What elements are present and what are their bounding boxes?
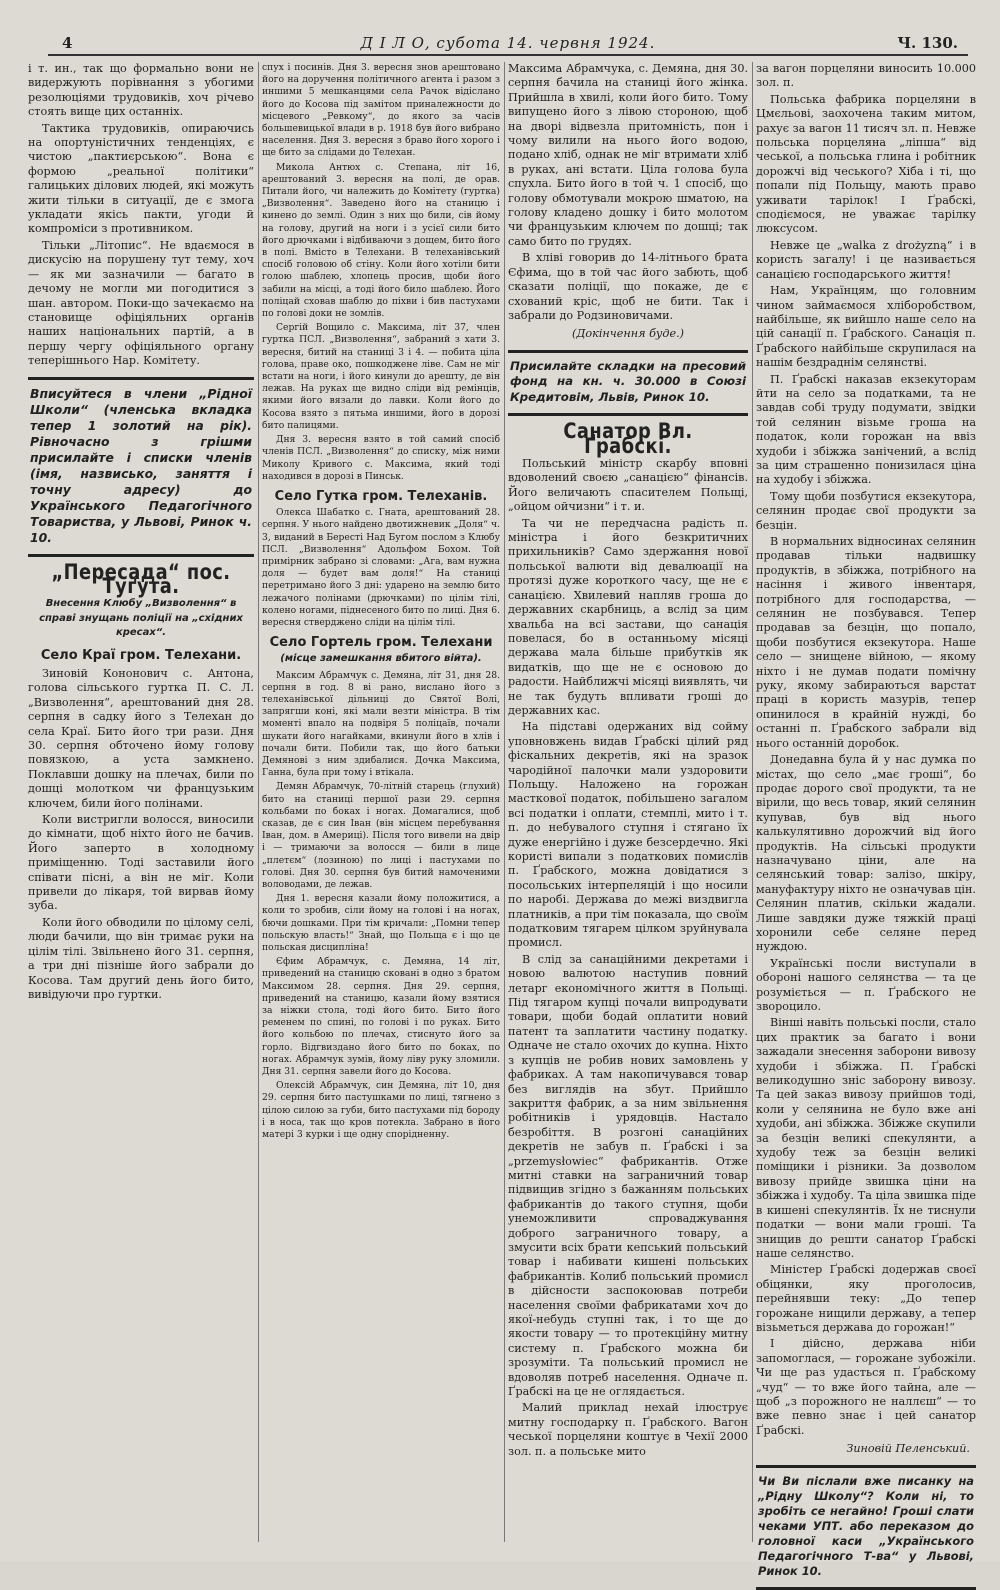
press-fund-ad xyxy=(508,350,748,417)
easter-egg-ad xyxy=(756,1465,976,1590)
paragraph: В хліві говорив до 14-літнього брата Єфима, що в той час його забють, щоб сказати поліції, що покаже, де є схований кріс, щоб не бити. Так і забрали до Родзиновичами. xyxy=(508,251,748,322)
paragraph: Дня 1. вересня казали йому положитися, а коли то зробив, сіли йому на голові і на ногах, бючи дошками. При тім кричали: „Помни тепер польскую власть!“ Знай, що Польща є і що це польская дисципліна! xyxy=(262,893,500,954)
paragraph: Та чи не передчасна радість п. міністра і його безкритичних прихильників? Само здержання нової польської валюти від девалюації на протязі дуже короткого часу, ще не є санацією. Хвилевий напляв гроша до державних скарбниць, а вслід за цим хвальба на всі застави, що санація повелася, бо в останньому місяці держава мала більше прибутків як видатків, що ще не є основою до радости. Найближчі місяці виявлять, чи не так будуть впливати гроші до державних кас. xyxy=(508,516,748,717)
paragraph: Вінші навіть польські посли, стало цих практик за багато і вони зажадали знесення заборони вивозу худоби і збіжжа. П. Ґрабскі великодушно зніс заборону вивозу. Та цей заказ вивозу прийшов тоді, коли у селянина не було вже ані худоби, ані збіжжа. Збіжже скупили за безцін великі спекулянти, а худобу теж за безцін великі поміщики і різники. За дозволом вивозу прийде звишка ціни на збіжжа і худобу. Та ціла звишка піде в кишені спекулянтів. Їх не тиснули податки — вони мали гроші. Та знищив до решти санатор Ґрабскі наше селянство. xyxy=(756,1016,976,1260)
paragraph: спух і посинів. Дня 3. вересня знов арештовано його на доручення політичного агента і разом з иншими 5 мешканцями села Рачок відіслано його до Косова під замітом приналежности до місцевого „Ревкому“, до якого за часів большевицької влади в р. 1918 був його вибрано населення. Дня 3. вересня з браво його хорого і ще бито за слідами до Телехан. xyxy=(262,62,500,159)
column-rule xyxy=(258,62,259,1542)
author-signature: Зиновій Пеленський. xyxy=(846,1442,970,1456)
paragraph: Зиновій Кононович с. Антона, голова сільського гуртка П. С. Л. „Визволення“, арештований дня 28. серпня в садку його з Телехан до села Краї. Бито його три рази. Дня 30. серпня обточено йому голову повязкою, а уста замкнено. Поклавши дошку на плечах, били по дошці молотком чи французьким ключем, били його полінами. xyxy=(28,666,254,810)
section-title-gortel: Село Гортель гром. Телехани xyxy=(269,635,493,651)
column-1 xyxy=(28,62,254,1542)
paragraph: Максима Абрамчука, с. Демяна, дня 30. серпня бачила на станиці його жінка. Прийшла в хвилі, коли його бито. Тому випущено його з лівою стороною, щоб на дворі відвезла притомність, пон і чому вилили на нього його водою, подано хліб, однак не міг втримати хліб в руках, ані встати. Ціла голова була спухла. Бито його в той ч. 1 спосіб, що голову обмотували мокрою шматою, на голову кладено дошку і бито молотом чи французьким ключем по дошці; так само бито по грудях. xyxy=(508,62,748,248)
column-2 xyxy=(262,62,500,1542)
ad-text: Чи Ви післали вже писанку на „Рідну Школу“? Коли ні, то зробіть се негайно! Гроші слати чеками УПТ. або переказом до головної каси „Українського Педагогічного Т-ва“ у Львові, Ринок 10. xyxy=(758,1473,974,1578)
paragraph: Донедавна була й у нас думка по містах, що село „має гроші“, бо продає дорого свої продукти, та не вірили, що весь товар, який селянин купував, був від нього калькулятивно дорожчий від його продуктів. На сільські продукти назначувано ціни, але на селянський товар: залізо, шкіру, мануфактуру ніхто не означував цін. Селянин платив, скільки жадали. Лише завдяки дуже тяжкій праці хоронили себе селяне перед нуждою. xyxy=(756,753,976,954)
paragraph: Коли його обводили по цілому селі, люди бачили, що він тримає руки на цілім тілі. Звільнено його 31. серпня, а три дні пізніше його забрали до Косова. Там другий день його бито, вивідуючи про гуртки. xyxy=(28,915,254,1001)
paragraph: Польська фабрика порцеляни в Цмєльові, заохочена таким митом, рахує за вагон 11 тисяч зл. п. Невже польська порцеляна „ліпша“ від чеської, а польська глина і робітник дорожчі від чеського? Хіба і ті, що попали під Польщу, мають право уживати тарілок! І Ґрабскі, сподіємося, не уважає тарілку люксусом. xyxy=(756,92,976,236)
paragraph: На підставі одержаних від сойму уповновжень видав Ґрабскі цілий ряд фіскальних декретів, які на зразок чародійної палочки мали уздоровити Польщу. Наложено на горожан масткової податок, побільшено загалом всі податки і оплати, стемплі, мито і т. п. до небувалого ступня і стягано їх дуже енергійно і дуже безсердечно. Які користі випали з податкових помислів п. Ґрабского, можна довідатися з посольських інтерпеляцій і що носили по наробі. Держава до межі виздвигла платників, а при тім показала, що своїм податковим тягарем цілком зруйнувала промисл. xyxy=(508,720,748,950)
paragraph: Олексій Абрамчук, син Демяна, літ 10, дня 29. серпня бито пастушками по лиці, тягнено з цілою силою за губи, бито пастухами під бороду і в носа, так що кров потекла. Забрано в його матері 3 курки і ще одну спорідненну. xyxy=(262,1080,500,1141)
paragraph: Тактика трудовиків, опираючись на опортуністичних тенденціях, є чистою „пактиєрською“. Вона є формою „реальної політики“ галицьких ділових людей, які можуть жити тільки в ситуації, де є змога укладати якісь пакти, угоди й компроміси з противником. xyxy=(28,121,254,236)
section-title-krai: Село Краї гром. Телехани. xyxy=(40,647,242,663)
section-subtitle: (місце замешкання вбитого війта). xyxy=(280,653,482,665)
column-3 xyxy=(508,62,748,1542)
section-title-gutka: Село Гутка гром. Телеханів. xyxy=(274,488,488,504)
column-rule xyxy=(504,62,505,1542)
article-title-sanator: Санатор Вл. Ґрабскі. xyxy=(563,419,693,458)
paragraph: Українські посли виступали в обороні нашого селянства — та це розуміється — п. Ґрабского не звороцило. xyxy=(756,956,976,1013)
ad-text: Вписуйтеся в члени „Рідної Школи“ (членська вкладка тепер 1 золотий на рік). Рівночасно з грішми присилайте і списки членів (імя, назвисько, заняття і точну адресу) до Українського Педагогічного Товариства, у Львові, Ринок ч. 10. xyxy=(30,385,252,545)
paragraph: Нам, Українцям, що головним чином займаємося хліборобством, найбільше, як вийшло наше село на цій санації п. Ґрабского. Санація п. Ґрабского найбільше скрупилася на нашім бездраднім селянстві. xyxy=(756,284,976,370)
paragraph: І дійсно, держава ніби запомоглася, — горожане зубожіли. Чи ще раз удасться п. Ґрабскому „чуд“ — то вже його тайна, але — щоб „з порожного не наллєш“ — то вже певно знає і цей санатор Ґрабскі. xyxy=(756,1337,976,1437)
to-be-continued: (Докінчення буде.) xyxy=(571,327,685,341)
article-title-peresada: „Пересада“ пос. Туґута. xyxy=(51,559,231,598)
paragraph: Тому щоби позбутися екзекутора, селянин продає свої продукти за безцін. xyxy=(756,489,976,532)
paragraph: Максим Абрамчук с. Демяна, літ 31, дня 28. серпня в год. 8 ві рано, вислано його з телеханівської дільниці до Святої Волі, запрягши коні, які мали везти міністра. В тім моменті впало на подвіря 5 поліцаїв, почали шукати його нагайками, вкинули його в хлів і почали бити. Побили так, що його батьки Демянові з ним здибалися. Дочка Максима, Ганна, була при тому і втікала. xyxy=(262,669,500,779)
paragraph: Дня 3. вересня взято в той самий спосіб членів ПСЛ. „Визволення“ до списку, між ними Миколу Кривого с. Максима, який тоді находився в дорозі в Пинськ. xyxy=(262,434,500,482)
issue-number: Ч. 130. xyxy=(897,34,958,52)
paragraph: Демян Абрамчук, 70-літній старець (глухий) бито на станиці першої рази 29. серпня кольбами по боках і ногах. Домагалися, щоб сказав, де є син Іван (він місцем перебування Іван, дом. в Америці). Після того вивели на двір і — тримаючи за волосся — били в лице „плетєм“ (лозиною) по лиці і пастухами по голові. Дня 30. серпня був битий намоченими воловодами, де лежав. xyxy=(262,781,500,890)
article-subtitle: Внесення Клюбу „Визволення“ в справі знущань поліції на „східних кресах“. xyxy=(39,598,243,639)
paragraph: Малий приклад нехай ілюструє митну господарку п. Ґрабского. Вагон чеської порцеляни коштує в Чехії 2000 зол. п. а польське мито xyxy=(508,1401,748,1458)
paragraph: Олекса Шабатко с. Гната, арештований 28. серпня. У нього найдено двотижневик „Доля“ ч. 3, виданий в Бересті Над Бугом послом з Клюбу ПСЛ. „Визволення“ Адольфом Бохом. Той примірник забрано зі словами: „Ага, вам нужна доля — будет вам доля!“ На станиці перетримано його 3 дні: ударено на землю бито лежачого полінами (дрючками) по цілім тілі, колено ногами, піднесеного бито по лиці. Дня 6. вересня стверджено сліди на цілім тілі. xyxy=(262,507,500,628)
paragraph: Микола Антюх с. Степана, літ 16, арештований 3. вересня на полі, де орав. Питали його, чи належить до Комітету (гуртка) „Визволення“. Заведено його на станицю і кинено до землі. Один з них що били, сів йому на голову, другий на ноги і з усієї сили бито його дрючками і відбиваючи з дощем, бито його в полі. Вмісто в Телехани. В телеханівський спосіб головою об стіну. Коли його хотіли бити голою шаблею, хлопець просив, щоби його забили на місці, а тоді його било шаблею. Його поліцай сховав шаблю до піхви і бив пастухами по голові доки не зомлів. xyxy=(262,161,500,320)
paragraph: Тільки „Літопис“. Не вдаємося в дискусію на порушену тут тему, хоч — як ми зазначили — багато в дечому не могли ми погодитися з шан. автором. Поки-що зачекаємо на становище офіціяльних органів наших національних партій, а в першу чергу офіціяльного органу теперішнього Нар. Комітету. xyxy=(28,238,254,368)
paragraph: В слід за санаційними декретами і новою валютою наступив повний летарг економічного життя в Польщі. Під тягаром купці почали випродувати товари, щоби бодай оплатити новий патент та заплатити частину податку. Одначе не стало охочих до купна. Ніхто з купців не робив нових замовлень у фабриках. А там накопичувався товар без виглядів на збут. Прийшло закриття фабрик, а за ним звільнення робітників і урядовців. Настало безробіття. В розгоні санаційних декретів не забув п. Ґрабскі і за „przemysłowiec“ фабрикантів. Отже митні ставки на заграничний товар підвищив згідно з бажанням польських фабрикантів до такого ступня, щоби унеможливити спроваджування доброго заграничного товару, а змусити всіх брати кепський польський товар і набивати кишені польських фабрикантів. Колиб польський промисл в дійсности заспокоював потреби населення своїми фабрикатами хоч до якої-небудь ступні так, і то ще до якости товару — то протекційну митну систему п. Ґрабского можна би зрозуміти. Та польський промисл не вдоволяв потреб населення. Одначе п. Ґрабскі на це не оглядається. xyxy=(508,952,748,1399)
column-rule xyxy=(752,62,753,1542)
paragraph: В нормальних відносинах селянин продавав тільки надвишку продуктів, в збіжжа, потрібного на насіння і живого інвентаря, потрібного для господарства, — селянин не позбувався. Тепер продавав за безцін, що попало, щоби позбутися екзекутора. Наше село — знищене війною, — якому ніхто і не думав подати помічну руку, якому забираються варстат праці в користь мазурів, тепер опинилося в крайній нужді, бо останні п. Ґрабского забрали від нього останній доробок. xyxy=(756,535,976,750)
paragraph: Міністер Ґрабскі додержав своєї обіцянки, яку проголосив, перейнявши теку: „До тепер горожане нищили державу, а тепер візьметься держава до горожан!“ xyxy=(756,1263,976,1334)
paragraph: Невже це „walka z drożyzną“ і в користь загалу! і це називається санацією господарського життя! xyxy=(756,238,976,281)
paragraph: і т. ин., так що формально вони не видержують порівнання з убогими резолюціями трудовиків, хоч річево стоять вище цих останніх. xyxy=(28,62,254,119)
paragraph: Сергій Вощило с. Максима, літ 37, член гуртка ПСЛ. „Визволення“, забраний з хати 3. вересня, битий на станиці 3 і 4. — побита ціла голова, праве око, пошкоджене ліве. Сам не міг встати на ноги, і його кинули до арешту, де він лежав. На руках ще видно сліди від ремінців, якими його вязали до лавки. Коли його до Косова взято з пятьма иншими, його в дорозі бито палицями. xyxy=(262,322,500,431)
paragraph: Польський міністр скарбу вповні вдоволений своєю „санацією“ фінансів. Його величають спасителем Польщі, „ойцом ойчизни“ і т. и. xyxy=(508,457,748,514)
page-number: 4 xyxy=(62,34,73,52)
paragraph: за вагон порцеляни виносить 10.000 зол. п. xyxy=(756,62,976,90)
paragraph: П. Ґрабскі наказав екзекуторам йти на село за податками, та не завдав собі труду подумати, звідки той селянин візьме гроша на податок, коли горожан на ввіз худоби і збіжжа занічений, а вслід за цим страшенно понизилася ціна на худобу і збіжжа. xyxy=(756,372,976,487)
paragraph: Коли вистригли волосся, виносили до кімнати, щоб ніхто його не бачив. Його заперто в холодному приміщенню. Тоді заставили його співати пісні, а він не міг. Коли привели до лікаря, той вирвав йому зуба. xyxy=(28,813,254,913)
paragraph: Єфим Абрамчук, с. Демяна, 14 літ, приведений на станицю сковані в одно з братом Максимом 28. серпня. Дня 29. серпня, приведений на станицю, казали йому взятися за ніжки стола, тоді його бито. Бито його ременем по спині, по голові і по руках. Бито його кольбою по плечах, стиснуто його за горло. Відгвиздано його бито по боках, по ногах. Абрамчук зумів, йому ліву руку зломили. Дня 31. серпня завели його до Косова. xyxy=(262,956,500,1078)
page-header xyxy=(48,32,968,56)
ad-text: Присилайте складки на пресовий фонд на кн. ч. 30.000 в Союзі Кредитовім, Львів, Ринок 10. xyxy=(510,358,746,404)
rodna-shkola-ad xyxy=(28,377,254,557)
column-4 xyxy=(756,62,976,1578)
masthead-date: Д І Л О, субота 14. червня 1924. xyxy=(360,34,656,52)
